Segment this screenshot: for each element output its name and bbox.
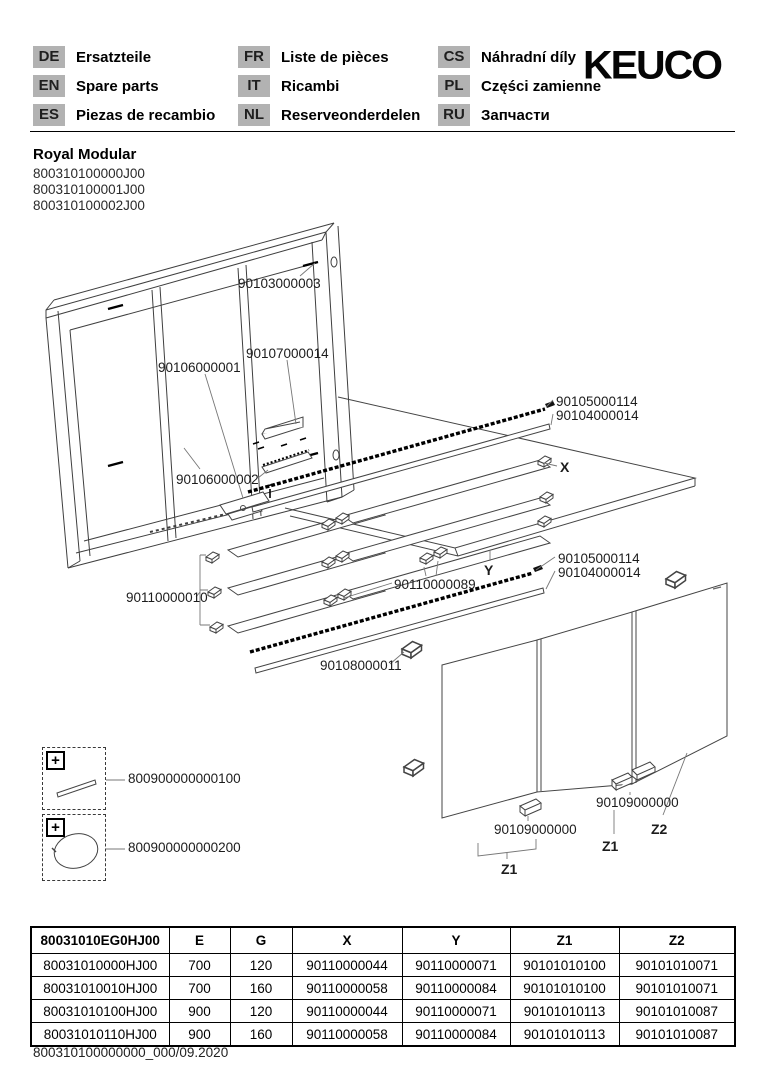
table-header-model	[31, 927, 169, 954]
table-header-col: X	[292, 927, 402, 954]
language-label: Liste de pièces	[281, 48, 389, 66]
accessory-box-2	[42, 814, 106, 881]
cabinet-body	[46, 223, 354, 568]
language-code-badge: CS	[438, 46, 470, 68]
language-code-badge: FR	[238, 46, 270, 68]
glass-shelves	[228, 460, 550, 633]
model-suffix: 0HJ00	[120, 933, 160, 948]
table-header-col: G	[230, 927, 292, 954]
language-code-badge: ES	[33, 104, 65, 126]
table-cell: 90110000058	[292, 977, 402, 1000]
language-code-badge: IT	[238, 75, 270, 97]
callout-90105000114: 90105000114	[556, 394, 638, 409]
document-number: 800310100000000_000/09.2020	[33, 1045, 229, 1060]
callout-90109000000-right: 90109000000	[596, 795, 679, 810]
table-cell: 90110000084	[402, 977, 510, 1000]
product-number: 800310100001J00	[33, 182, 145, 197]
callout-90107000014: 90107000014	[246, 346, 329, 361]
rack-part-90106000002	[262, 438, 312, 473]
table-cell: 90110000071	[402, 1000, 510, 1023]
callout-90104000014-2: 90104000014	[558, 565, 641, 580]
table-cell: 120	[230, 1000, 292, 1023]
table-row	[31, 977, 735, 1000]
language-label: Náhradní díly	[481, 48, 577, 66]
table-header-col: Z2	[619, 927, 735, 954]
table-cell: 90110000044	[292, 954, 402, 977]
table-cell: 90101010087	[619, 1023, 735, 1047]
language-label: Reserveonderdelen	[281, 106, 421, 124]
language-code-badge: RU	[438, 104, 470, 126]
table-cell: 160	[230, 1023, 292, 1047]
table-header-col: E	[169, 927, 230, 954]
table-cell: 80031010000HJ00	[31, 954, 169, 977]
callout-90109000000-left: 90109000000	[494, 822, 577, 837]
table-cell: 80031010100HJ00	[31, 1000, 169, 1023]
table-header-row	[31, 927, 735, 954]
language-label: Ersatzteile	[76, 48, 152, 66]
table-cell: 90101010113	[510, 1023, 619, 1047]
plus-icon: +	[46, 818, 65, 837]
plus-icon: +	[46, 751, 65, 770]
keuco-logo: KEUCO	[583, 42, 722, 88]
table-row	[31, 954, 735, 977]
language-code-badge: DE	[33, 46, 65, 68]
product-number: 800310100000J00	[33, 166, 145, 181]
callout-z1-right: Z1	[602, 838, 619, 854]
callout-90110000089: 90110000089	[394, 577, 476, 592]
table-cell: 90101010100	[510, 954, 619, 977]
language-label: Запчасти	[481, 106, 550, 124]
table-cell: 90110000071	[402, 954, 510, 977]
language-label: Części zamienne	[481, 77, 602, 95]
page-title: Royal Modular	[33, 146, 137, 163]
table-cell: 700	[169, 954, 230, 977]
model-prefix: 80031010	[40, 933, 101, 948]
mirror-panels	[442, 583, 727, 818]
parts-variant-table	[30, 926, 736, 1047]
table-cell: 900	[169, 1000, 230, 1023]
callout-90108000011: 90108000011	[320, 658, 402, 673]
table-cell: 900	[169, 1023, 230, 1047]
table-cell: 90110000044	[292, 1000, 402, 1023]
motor-part-90106000001	[220, 484, 274, 520]
callout-800900000000200: 800900000000200	[128, 840, 241, 855]
table-cell: 120	[230, 954, 292, 977]
callout-90105000114-2: 90105000114	[558, 551, 640, 566]
product-number: 800310100002J00	[33, 198, 145, 213]
table-cell: 80031010010HJ00	[31, 977, 169, 1000]
accessory-box-1	[42, 747, 106, 810]
language-code-badge: NL	[238, 104, 270, 126]
table-cell: 80031010110HJ00	[31, 1023, 169, 1047]
table-header-col: Y	[402, 927, 510, 954]
table-cell: 160	[230, 977, 292, 1000]
callout-90104000014: 90104000014	[556, 408, 639, 423]
callout-90110000010: 90110000010	[126, 590, 208, 605]
language-label: Piezas de recambio	[76, 106, 216, 124]
table-cell: 90101010071	[619, 977, 735, 1000]
callout-z1-left: Z1	[501, 861, 518, 877]
language-label: Ricambi	[281, 77, 340, 95]
language-code-badge: PL	[438, 75, 470, 97]
table-cell: 90110000058	[292, 1023, 402, 1047]
callout-90103000003: 90103000003	[238, 276, 321, 291]
table-cell: 90101010071	[619, 954, 735, 977]
table-cell: 90101010100	[510, 977, 619, 1000]
language-label: Spare parts	[76, 77, 159, 95]
table-row	[31, 1023, 735, 1047]
callout-z2: Z2	[651, 821, 668, 837]
table-cell: 90101010113	[510, 1000, 619, 1023]
table-cell: 90101010087	[619, 1000, 735, 1023]
callout-90106000001: 90106000001	[158, 360, 241, 375]
table-header-col: Z1	[510, 927, 619, 954]
language-code-badge: EN	[33, 75, 65, 97]
table-cell: 700	[169, 977, 230, 1000]
table-row	[31, 1000, 735, 1023]
model-bold: EG	[100, 933, 121, 948]
callout-y: Y	[484, 562, 494, 578]
callout-x: X	[560, 459, 570, 475]
table-cell: 90110000084	[402, 1023, 510, 1047]
callout-90106000002: 90106000002	[176, 472, 259, 487]
callout-800900000000100: 800900000000100	[128, 771, 241, 786]
